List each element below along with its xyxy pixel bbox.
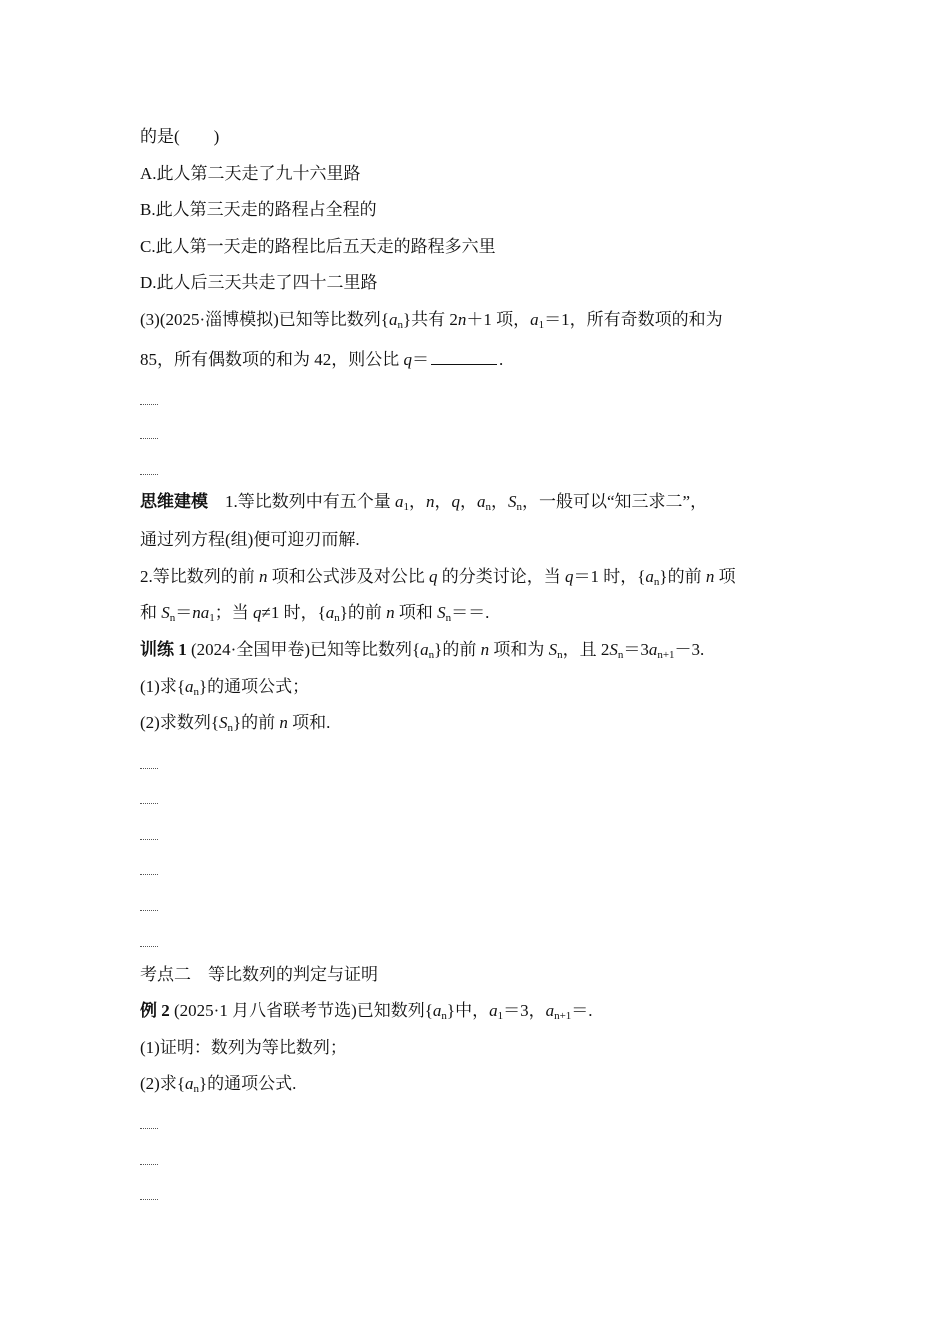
answer-space-mark — [140, 1163, 158, 1165]
model-line2: 通过列方程(组)便可迎刃而解. — [140, 530, 360, 549]
answer-space-mark — [140, 403, 158, 405]
option-a: A.此人第二天走了九十六里路 — [140, 164, 361, 183]
answer-space-mark — [140, 909, 158, 911]
training-1-line: 训练 1 (2024·全国甲卷)已知等比数列$\{a_n\}$的前 n 项和为 $S_n$，且 $2S_n=3a_{n+1}-3$. — [140, 640, 705, 661]
answer-space-mark — [140, 838, 158, 840]
example-2-line: 例 2 (2025·1 月八省联考节选)已知数列$\{a_n\}$中，$a_1=3$，$a_{n+1}=$. — [140, 1001, 593, 1022]
option-c: C.此人第一天走的路程比后五天走的路程多六里 — [140, 237, 496, 256]
question-3-line2: 85，所有偶数项的和为 42，则公比 q＝ . — [140, 350, 504, 369]
answer-space-mark — [140, 873, 158, 875]
model-line3: 2.等比数列的前 n 项和公式涉及对公比 q 的分类讨论，当 q＝1 时，$\{a_n\}$的前 n 项 — [140, 567, 736, 588]
section-2-title: 考点二 等比数列的判定与证明 — [140, 965, 378, 984]
option-b: B.此人第三天走的路程占全程的 — [140, 200, 377, 219]
training-1-sub2: (2)求数列$\{S_n\}$的前 n 项和. — [140, 713, 331, 734]
answer-space-mark — [140, 437, 158, 439]
example-2-sub1: (1)证明：数列为等比数列； — [140, 1038, 347, 1057]
model-label: 思维建模 — [140, 492, 208, 511]
answer-blank[interactable] — [431, 348, 497, 365]
training-label: 训练 1 — [140, 640, 187, 659]
question-tail: 的是( ) — [140, 127, 220, 146]
example-2-sub2: (2)求$\{a_n\}$的通项公式. — [140, 1074, 297, 1095]
answer-space-mark — [140, 802, 158, 804]
answer-space-mark — [140, 473, 158, 475]
example-label: 例 2 — [140, 1001, 170, 1020]
answer-space-mark — [140, 767, 158, 769]
question-3-line1: (3)(2025·淄博模拟)已知等比数列$\{a_n\}$共有 2n＋1 项，$a_1=1$，所有奇数项的和为 — [140, 310, 723, 331]
answer-space-mark — [140, 1127, 158, 1129]
model-line1: 思维建模 1.等比数列中有五个量 $a_1$，n，q，$a_n$，$S_n$，一般可以“知三求二”， — [140, 492, 708, 513]
answer-space-mark — [140, 945, 158, 947]
model-line4: 和 $S_n=na_1$；当 q≠1 时，$\{a_n\}$的前 n 项和 $S_n==$. — [140, 603, 490, 624]
answer-space-mark — [140, 1198, 158, 1200]
training-1-sub1: (1)求$\{a_n\}$的通项公式； — [140, 677, 310, 698]
option-d: D.此人后三天共走了四十二里路 — [140, 273, 378, 292]
